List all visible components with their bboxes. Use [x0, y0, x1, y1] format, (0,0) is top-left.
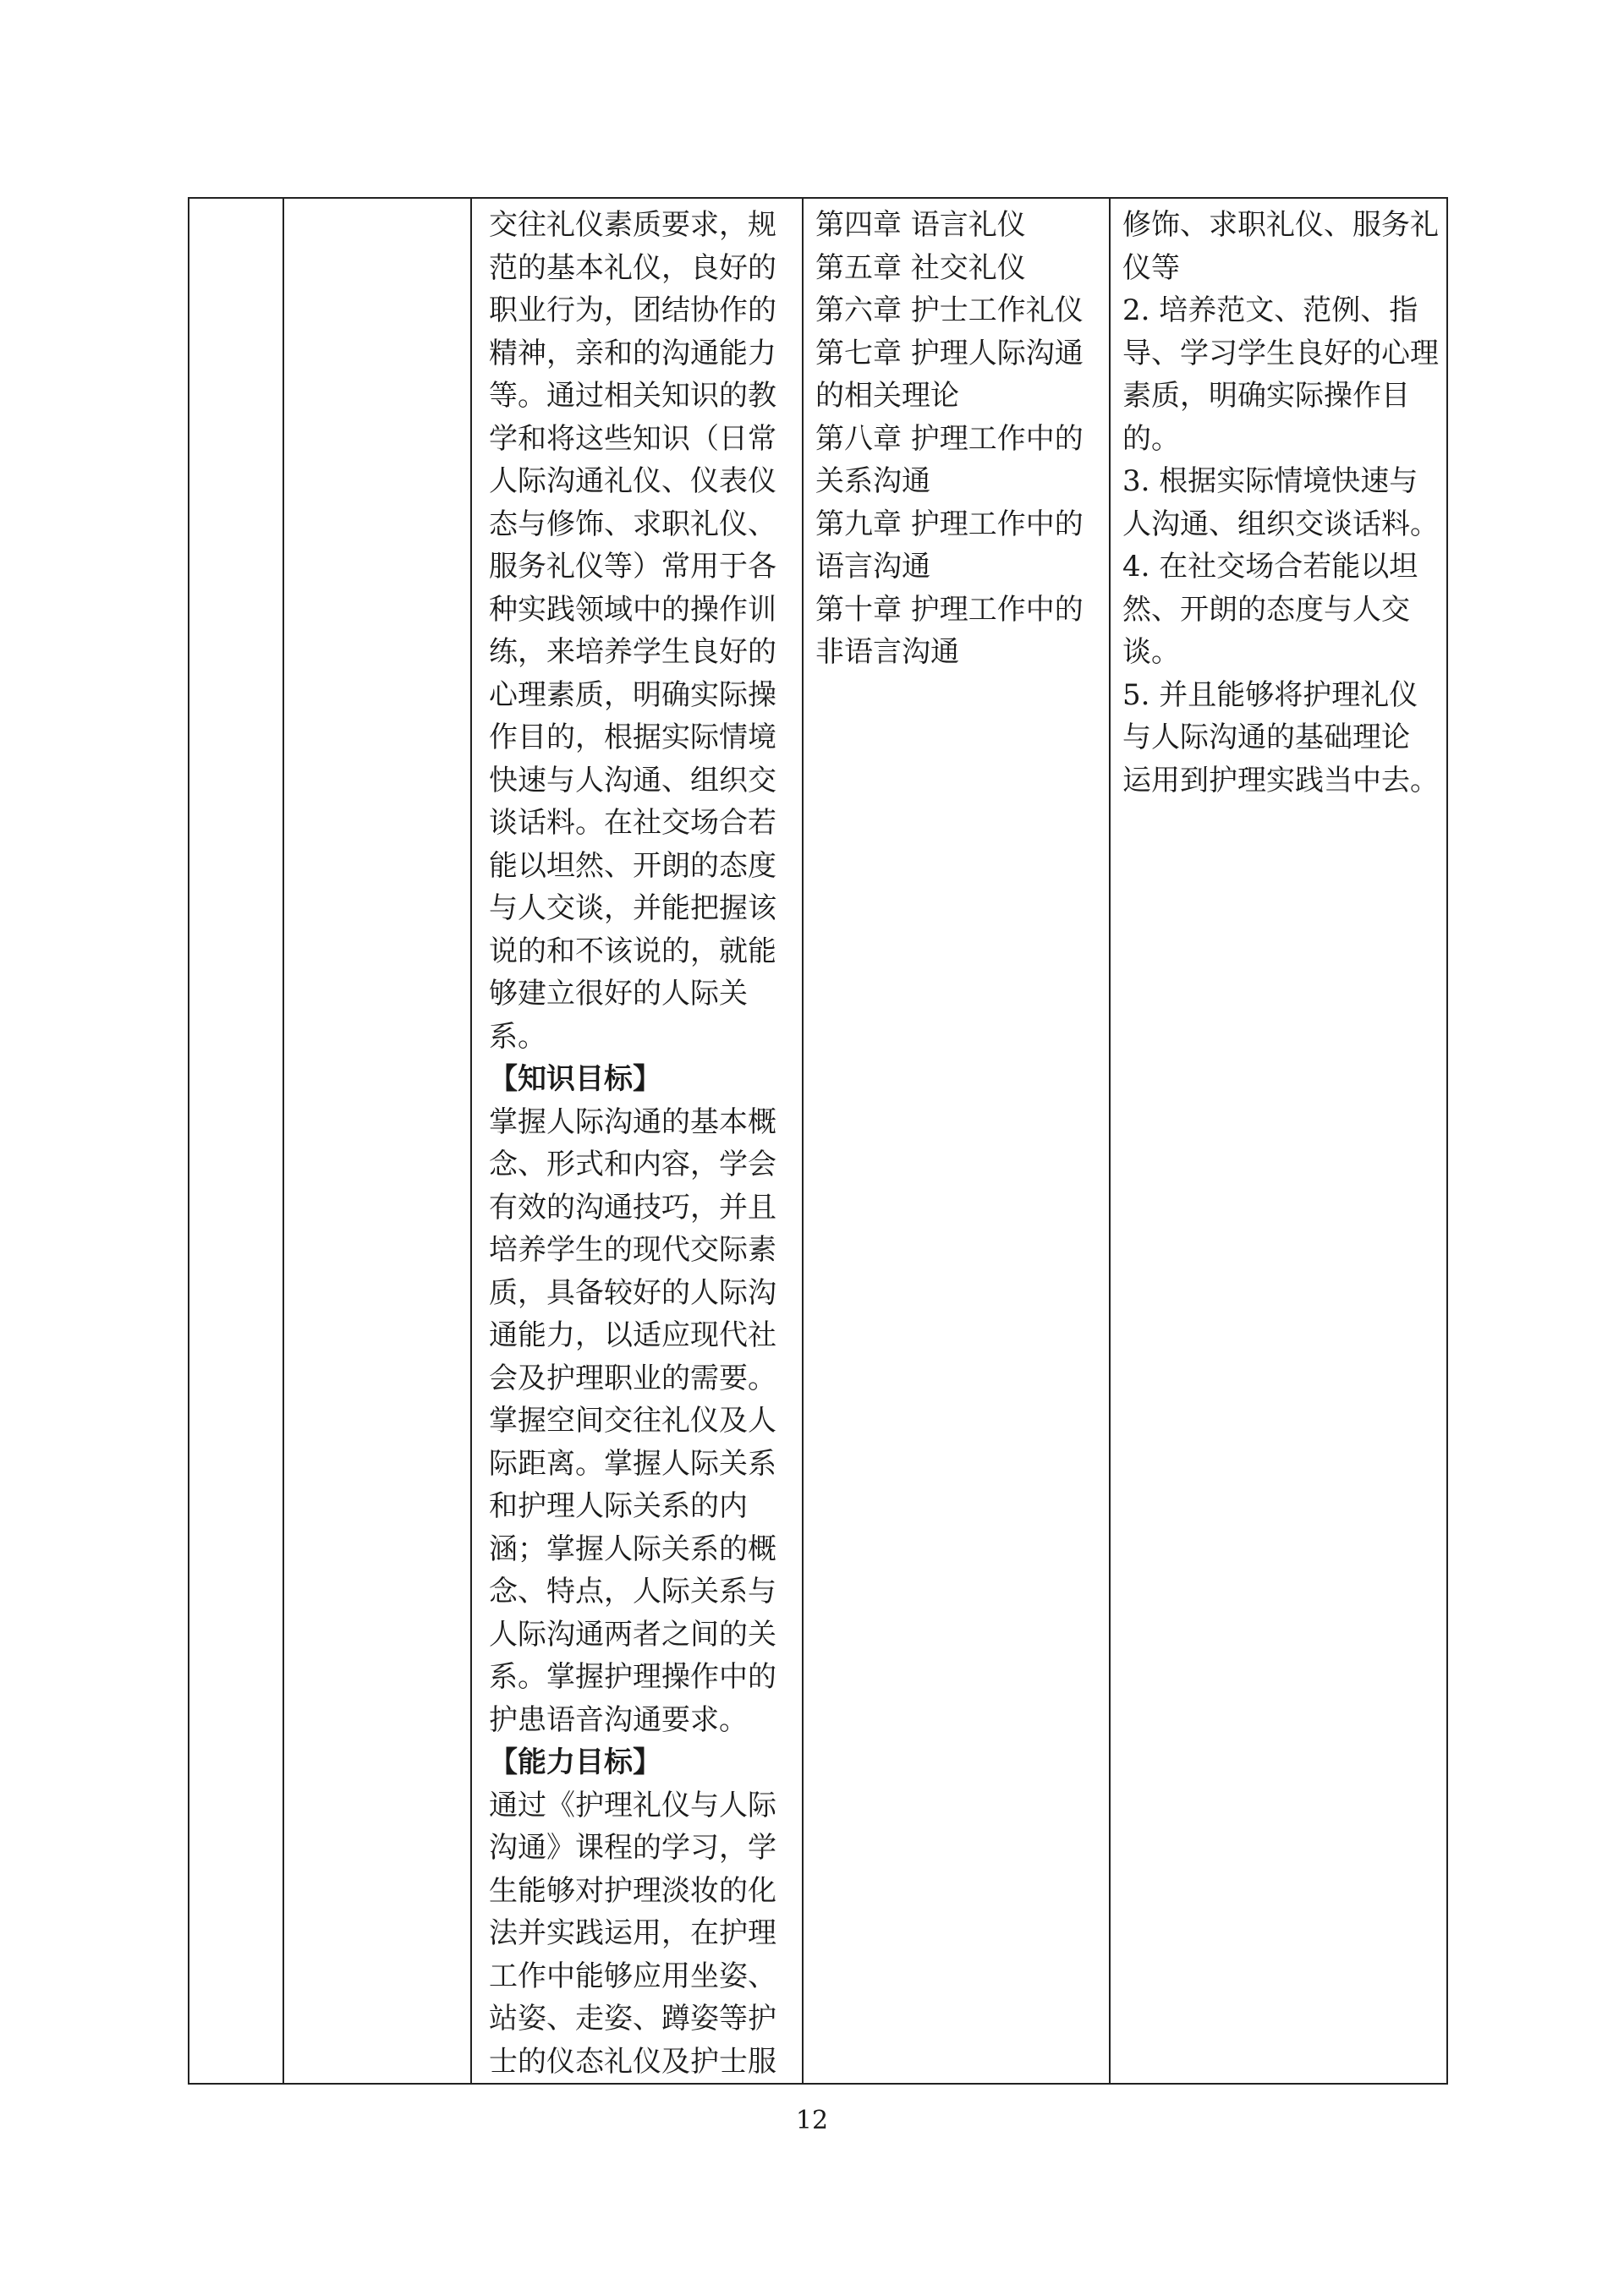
text-line: 说的和不该说的，就能	[489, 934, 776, 968]
requirements-cell	[1110, 198, 1447, 2084]
section-heading: 【知识目标】	[489, 1062, 661, 1096]
text-line: 士的仪态礼仪及护士服	[489, 2044, 776, 2079]
text-line: 非语言沟通	[815, 635, 959, 669]
text-line: 工作中能够应用坐姿、	[489, 1959, 776, 1993]
text-line: 然、开朗的态度与人交	[1122, 592, 1410, 627]
course-table	[188, 197, 1448, 2085]
text-line: 谈。	[1122, 635, 1180, 669]
text-line: 导、学习学生良好的心理	[1122, 336, 1439, 370]
text-line: 人沟通、组织交谈话料。	[1122, 507, 1439, 541]
text-line: 精神，亲和的沟通能力	[489, 336, 776, 370]
text-line: 沟通》课程的学习，学	[489, 1831, 776, 1865]
text-line: 语言沟通	[815, 550, 930, 584]
text-line: 系。掌握护理操作中的	[489, 1660, 776, 1694]
text-line: 练，来培养学生良好的	[489, 635, 776, 669]
text-line: 交往礼仪素质要求，规	[489, 208, 776, 242]
text-line: 运用到护理实践当中去。	[1122, 763, 1439, 797]
text-line: 涵；掌握人际关系的概	[489, 1532, 776, 1566]
text-line: 4. 在社交场合若能以坦	[1122, 550, 1418, 584]
text-line: 质，具备较好的人际沟	[489, 1275, 776, 1310]
text-line: 能以坦然、开朗的态度	[489, 848, 776, 883]
text-line: 服务礼仪等）常用于各	[489, 550, 776, 584]
text-line: 第十章 护理工作中的	[815, 592, 1084, 627]
text-line: 第五章 社交礼仪	[815, 250, 1026, 285]
text-line: 种实践领域中的操作训	[489, 592, 776, 627]
text-line: 掌握空间交往礼仪及人	[489, 1404, 776, 1438]
column-1-cell	[189, 198, 283, 2084]
text-line: 第四章 语言礼仪	[815, 208, 1026, 242]
text-line: 念、特点，人际关系与	[489, 1575, 776, 1608]
text-line: 3. 根据实际情境快速与	[1122, 464, 1418, 498]
text-line: 素质，明确实际操作目	[1122, 379, 1410, 413]
text-line: 护患语音沟通要求。	[489, 1702, 748, 1737]
text-line: 生能够对护理淡妆的化	[489, 1873, 776, 1908]
text-line: 人际沟通两者之间的关	[489, 1617, 776, 1652]
text-line: 职业行为，团结协作的	[489, 293, 776, 327]
chapters-text	[804, 199, 1109, 674]
text-line: 范的基本礼仪，良好的	[489, 250, 776, 285]
text-line: 学和将这些知识（日常	[489, 421, 776, 456]
text-line: 的相关理论	[815, 379, 959, 413]
chapters-cell	[803, 198, 1110, 2084]
text-line: 仪等	[1122, 250, 1180, 285]
text-line: 与人际沟通的基础理论	[1122, 721, 1410, 754]
text-line: 掌握人际沟通的基本概	[489, 1104, 776, 1139]
text-line: 念、形式和内容，学会	[489, 1148, 776, 1181]
text-line: 第七章 护理人际沟通	[815, 336, 1084, 370]
requirements-text	[1111, 199, 1446, 802]
text-line: 会及护理职业的需要。	[489, 1361, 776, 1395]
text-line: 谈话料。在社交场合若	[489, 806, 776, 840]
table-row	[189, 198, 1447, 2084]
text-line: 培养学生的现代交际素	[489, 1233, 776, 1267]
text-line: 态与修饰、求职礼仪、	[489, 507, 776, 541]
text-line: 快速与人沟通、组织交	[489, 763, 776, 797]
text-line: 通过《护理礼仪与人际	[489, 1788, 776, 1822]
text-line: 有效的沟通技巧，并且	[489, 1190, 776, 1225]
text-line: 修饰、求职礼仪、服务礼	[1122, 208, 1439, 242]
objectives-cell	[471, 198, 803, 2084]
text-line: 作目的，根据实际情境	[489, 721, 776, 754]
text-line: 法并实践运用，在护理	[489, 1916, 776, 1950]
page-number: 12	[795, 2106, 829, 2135]
text-line: 际距离。掌握人际关系	[489, 1446, 776, 1481]
text-line: 等。通过相关知识的教	[489, 379, 776, 413]
text-line: 5. 并且能够将护理礼仪	[1122, 677, 1418, 712]
objectives-text	[472, 199, 802, 2083]
section-heading: 【能力目标】	[489, 1745, 661, 1779]
text-line: 心理素质，明确实际操	[489, 677, 776, 712]
text-line: 与人交谈，并能把握该	[489, 891, 776, 925]
text-line: 第八章 护理工作中的	[815, 421, 1084, 456]
text-line: 第九章 护理工作中的	[815, 507, 1084, 541]
text-line: 的。	[1122, 421, 1180, 456]
column-2-cell	[283, 198, 471, 2084]
text-line: 系。	[489, 1019, 546, 1054]
text-line: 2. 培养范文、范例、指	[1122, 293, 1418, 327]
text-line: 第六章 护士工作礼仪	[815, 293, 1084, 327]
text-line: 站姿、走姿、蹲姿等护	[489, 2002, 776, 2036]
text-line: 关系沟通	[815, 464, 930, 498]
text-line: 人际沟通礼仪、仪表仪	[489, 464, 776, 498]
text-line: 通能力，以适应现代社	[489, 1318, 776, 1352]
text-line: 够建立很好的人际关	[489, 977, 748, 1011]
text-line: 和护理人际关系的内	[489, 1489, 748, 1523]
